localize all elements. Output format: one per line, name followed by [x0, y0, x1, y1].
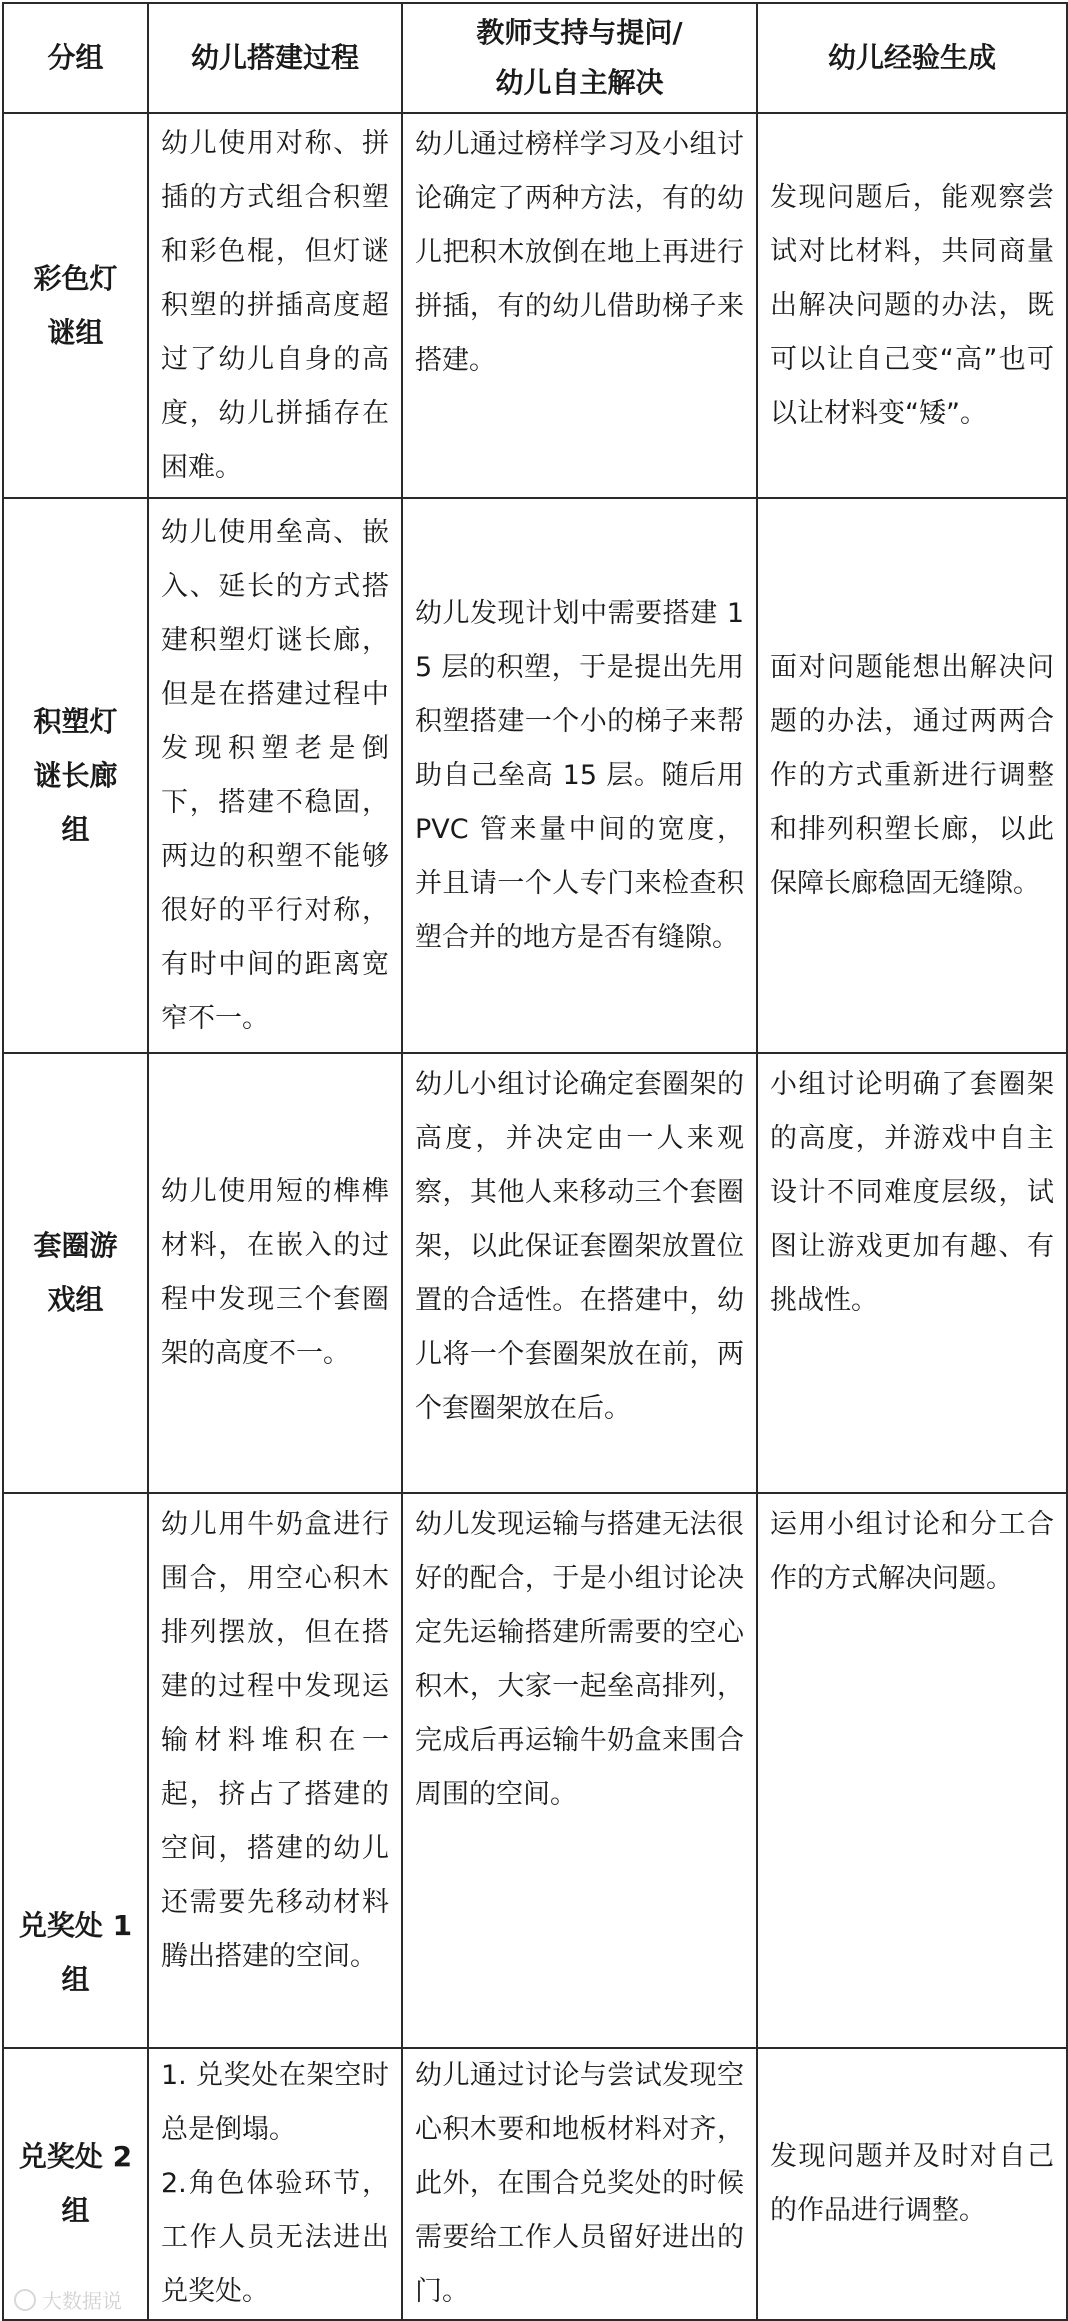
group-cell: 兑奖处 2 组 — [3, 2048, 148, 2320]
table-row — [3, 1493, 1067, 2048]
table-row — [3, 1053, 1067, 1493]
header-group: 分组 — [3, 3, 148, 113]
experience-cell: 运用小组讨论和分工合作的方式解决问题。 — [757, 1493, 1067, 2048]
group-cell: 兑奖处 1 组 — [3, 1493, 148, 2048]
process-cell: 幼儿使用短的榫榫材料，在嵌入的过程中发现三个套圈架的高度不一。 — [148, 1053, 402, 1493]
support-cell: 幼儿发现运输与搭建无法很好的配合，于是小组讨论决定先运输搭建所需要的空心积木，大家一起垒高排列，完成后再运输牛奶盒来围合周围的空间。 — [402, 1493, 757, 2048]
group-cell: 套圈游 戏组 — [3, 1053, 148, 1493]
support-cell: 幼儿通过讨论与尝试发现空心积木要和地板材料对齐，此外，在围合兑奖处的时候需要给工作人员留好进出的门。 — [402, 2048, 757, 2320]
support-cell: 幼儿通过榜样学习及小组讨论确定了两种方法，有的幼儿把积木放倒在地上再进行拼插，有的幼儿借助梯子来搭建。 — [402, 113, 757, 498]
header-row — [3, 3, 1067, 113]
support-cell: 幼儿发现计划中需要搭建 15 层的积塑，于是提出先用积塑搭建一个小的梯子来帮助自己垒高 15 层。随后用 PVC 管来量中间的宽度，并且请一个人专门来检查积塑合并的地方是否有缝隙。 — [402, 498, 757, 1053]
header-experience: 幼儿经验生成 — [757, 3, 1067, 113]
group-cell: 积塑灯 谜长廊 组 — [3, 498, 148, 1053]
group-cell: 彩色灯 谜组 — [3, 113, 148, 498]
table-row — [3, 113, 1067, 498]
experience-cell: 发现问题并及时对自己的作品进行调整。 — [757, 2048, 1067, 2320]
support-cell: 幼儿小组讨论确定套圈架的高度，并决定由一人来观察，其他人来移动三个套圈架，以此保证套圈架放置位置的合适性。在搭建中，幼儿将一个套圈架放在前，两个套圈架放在后。 — [402, 1053, 757, 1493]
experience-cell: 小组讨论明确了套圈架的高度，并游戏中自主设计不同难度层级，试图让游戏更加有趣、有挑战性。 — [757, 1053, 1067, 1493]
weibo-logo-icon — [14, 2289, 36, 2311]
table-row — [3, 2048, 1067, 2320]
process-cell: 幼儿使用对称、拼插的方式组合积塑和彩色棍，但灯谜积塑的拼插高度超过了幼儿自身的高度，幼儿拼插存在困难。 — [148, 113, 402, 498]
watermark — [14, 2285, 122, 2314]
table-row — [3, 498, 1067, 1053]
watermark-text: 大数据说 — [42, 2289, 122, 2313]
experience-cell: 发现问题后，能观察尝试对比材料，共同商量出解决问题的办法，既可以让自己变“高”也可以让材料变“矮”。 — [757, 113, 1067, 498]
experience-cell: 面对问题能想出解决问题的办法，通过两两合作的方式重新进行调整和排列积塑长廊，以此保障长廊稳固无缝隙。 — [757, 498, 1067, 1053]
experience-table — [2, 2, 1068, 2321]
header-process: 幼儿搭建过程 — [148, 3, 402, 113]
header-support: 教师支持与提问/ 幼儿自主解决 — [402, 3, 757, 113]
process-cell: 幼儿使用垒高、嵌入、延长的方式搭建积塑灯谜长廊，但是在搭建过程中发现积塑老是倒下，搭建不稳固，两边的积塑不能够很好的平行对称，有时中间的距离宽窄不一。 — [148, 498, 402, 1053]
process-cell: 幼儿用牛奶盒进行围合，用空心积木排列摆放，但在搭建的过程中发现运输材料堆积在一起，挤占了搭建的空间，搭建的幼儿还需要先移动材料腾出搭建的空间。 — [148, 1493, 402, 2048]
process-cell: 1. 兑奖处在架空时总是倒塌。 2.角色体验环节，工作人员无法进出兑奖处。 — [148, 2048, 402, 2320]
